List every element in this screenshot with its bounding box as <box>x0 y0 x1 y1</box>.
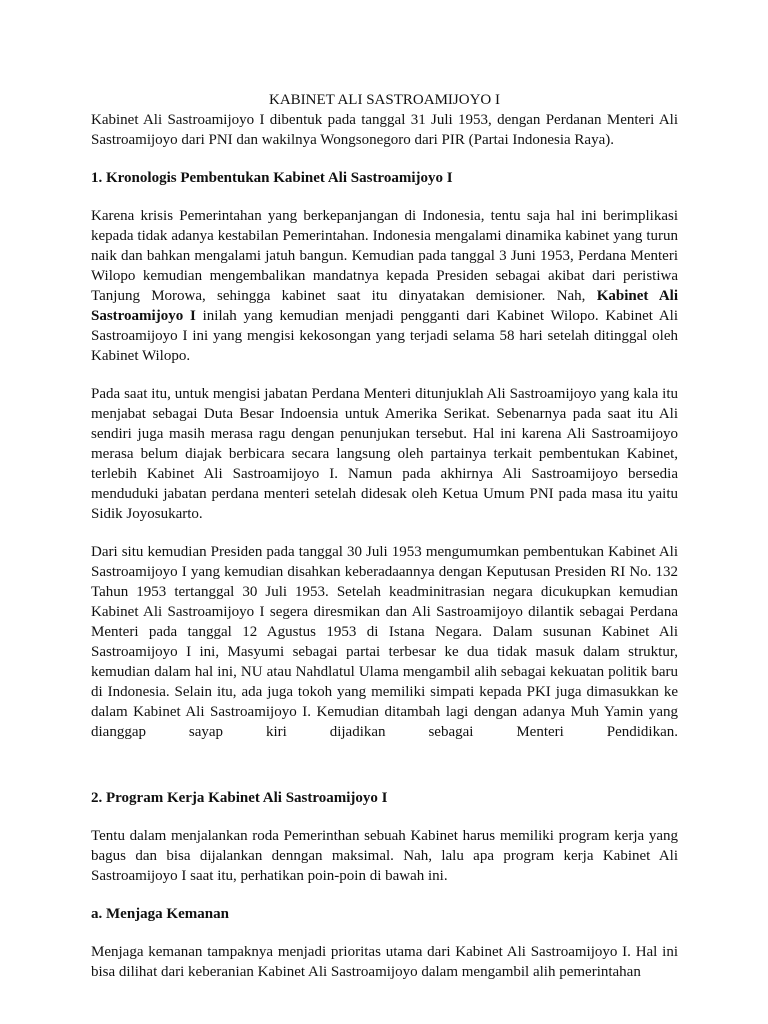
section-2-heading: 2. Program Kerja Kabinet Ali Sastroamijoyo I <box>91 790 388 806</box>
paragraph-text: Karena krisis Pemerintahan yang berkepanjangan di Indonesia, tentu saja hal ini berimplikasi kepada tidak adanya kestabilan Pemerintahan. Indonesia mengalami dinamika kabinet yang turun naik dan bahkan mengalami jatuh bangun. Kemudian pada tanggal 3 Juni 1953, Perdana Menteri Wilopo kemudian mengembalikan mandatnya kepada Presiden sebagai akibat dari peristiwa Tanjung Morowa, sehingga kabinet saat itu dinyatakan demisioner. Nah, <box>91 208 678 304</box>
subsection-a-heading: a. Menjaga Kemanan <box>91 906 229 922</box>
paragraph-text: inilah yang kemudian menjadi pengganti dari Kabinet Wilopo. Kabinet Ali Sastroamijoyo I ini yang mengisi kekosongan yang terjadi selama 58 hari setelah ditinggal oleh Kabinet Wilopo. <box>91 308 679 364</box>
section-1-paragraph-3: Dari situ kemudian Presiden pada tanggal 30 Juli 1953 mengumumkan pembentukan Kabinet Ali Sastroamijoyo I yang kemudian disahkan keberadaannya dengan Keputusan Presiden RI No. 132 Tahun 1953 tertanggal 30 Juli 1953. Setelah keadminitrasian negara dicukupkan kemudian Kabinet Ali Sastroamijoyo I segera diresmikan dan Ali Sastroamijoyo dilantik sebagai Perdana Menteri pada tanggal 12 Agustus 1953 di Istana Negara. Dalam susunan Kabinet Ali Sastroamijoyo I ini, Masyumi sebagai partai terbesar ke dua tidak masuk dalam struktur, kemudian dalam hal ini, NU atau Nahdlatul Ulama mengambil alih sebagai kekuatan politik baru di Indonesia. Selain itu, ada juga tokoh yang memiliki simpati kepada PKI juga dimasukkan ke dalam Kabinet Ali Sastroamijoyo I. Kemudian ditambah lagi dengan adanya Muh Yamin yang dianggap sayap kiri dijadikan sebagai Menteri Pendidikan. <box>91 544 678 740</box>
section-1-heading: 1. Kronologis Pembentukan Kabinet Ali Sastroamijoyo I <box>91 170 453 186</box>
section-1-paragraph-1 <box>91 206 678 366</box>
intro-paragraph: Kabinet Ali Sastroamijoyo I dibentuk pada tanggal 31 Juli 1953, dengan Perdanan Menteri Ali Sastroamijoyo dari PNI dan wakilnya Wongsonegoro dari PIR (Partai Indonesia Raya). <box>91 112 678 148</box>
document-title: KABINET ALI SASTROAMIJOYO I <box>269 92 500 108</box>
subsection-a-paragraph-1: Menjaga kemanan tampaknya menjadi prioritas utama dari Kabinet Ali Sastroamijoyo I. Hal ini bisa dilihat dari keberanian Kabinet Ali Sastroamijoyo dalam mengambil alih pemerintahan <box>91 944 678 980</box>
bold-term: Kabinet Ali Sastroamijoyo I <box>91 288 679 324</box>
section-2-paragraph-1: Tentu dalam menjalankan roda Pemerinthan sebuah Kabinet harus memiliki program kerja yang bagus dan bisa dijalankan denngan maksimal. Nah, lalu apa program kerja Kabinet Ali Sastroamijoyo I saat itu, perhatikan poin-poin di bawah ini. <box>91 828 678 884</box>
section-1-paragraph-2: Pada saat itu, untuk mengisi jabatan Perdana Menteri ditunjuklah Ali Sastroamijoyo yang kala itu menjabat sebagai Duta Besar Indoensia untuk Amerika Serikat. Sebenarnya pada saat itu Ali sendiri juga masih merasa ragu dengan penunjukan tersebut. Hal ini karena Ali Sastroamijoyo merasa belum diajak berbicara secara langsung oleh partainya terkait pembentukan Kabinet, terlebih Kabinet Ali Sastroamijoyo I. Namun pada akhirnya Ali Sastroamijoyo bersedia menduduki jabatan perdana menteri setelah didesak oleh Ketua Umum PNI pada masa itu yaitu Sidik Joyosukarto. <box>91 386 678 522</box>
